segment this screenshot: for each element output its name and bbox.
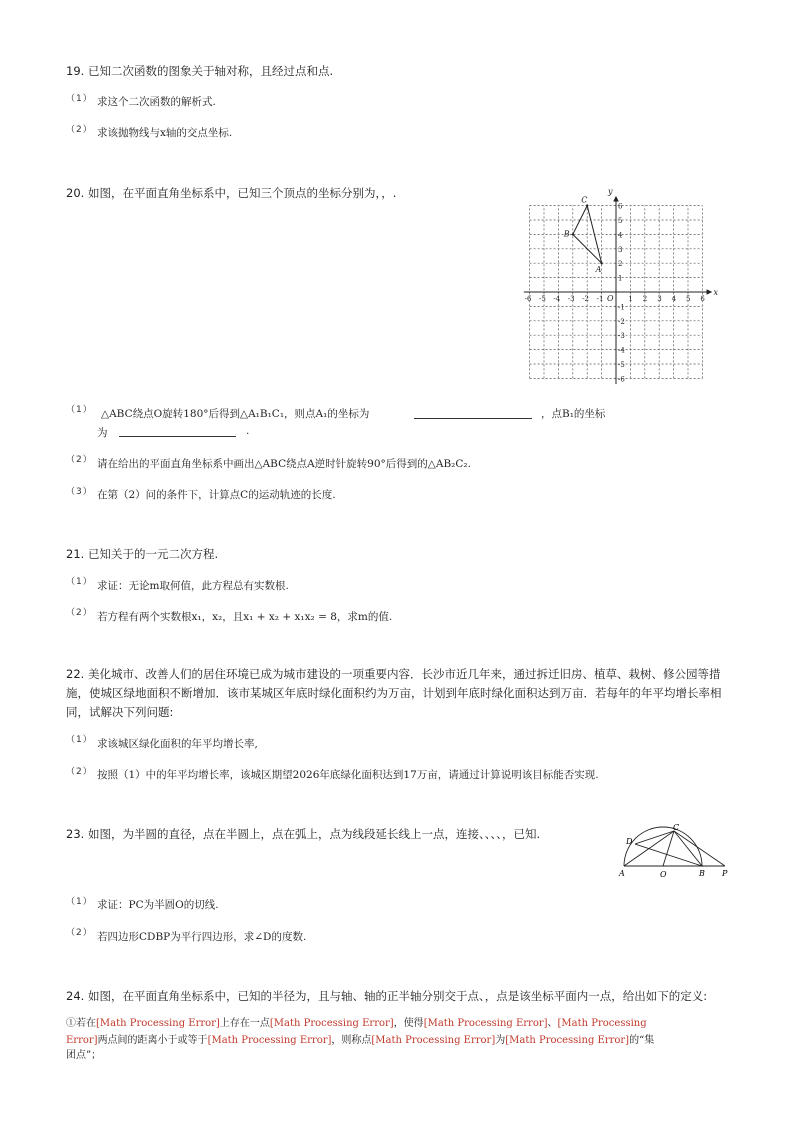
- q24-l2-c: 为: [495, 1035, 506, 1046]
- q22-part2-number: （2）: [66, 767, 93, 777]
- q24-l2-a: 两点间的距离小于或等于: [97, 1035, 208, 1046]
- x-tick-label: 6: [700, 295, 705, 303]
- q20-title: 20. 如图，在平面直角坐标系中，已知三个顶点的坐标分别为，，.: [66, 186, 397, 200]
- math-error-5: [Math Processing Error]: [207, 1035, 332, 1046]
- y-axis-arrow: [614, 197, 618, 201]
- vertex-a: [600, 262, 602, 264]
- q24-l2-d: 的“集: [629, 1035, 655, 1046]
- q24-l1-b: ，使得: [393, 1018, 424, 1029]
- q24-l1-a: 上存在一点: [219, 1018, 270, 1029]
- vertex-c: [586, 204, 588, 206]
- x-tick-label: -1: [596, 295, 604, 303]
- y-tick-label: 6: [618, 202, 623, 211]
- math-error-2: [Math Processing Error]: [269, 1018, 394, 1029]
- q19-part1-text: 求这个二次函数的解析式.: [97, 96, 216, 108]
- q20-part3-text: 在第（2）问的条件下，计算点C的运动轨迹的长度.: [97, 489, 336, 501]
- q22-part1-text: 求该城区绿化面积的年平均增长率,: [97, 738, 258, 750]
- vertex-label-a: A: [595, 265, 602, 275]
- q20-part1-number: （1）: [66, 405, 93, 415]
- q21-part1-number: （1）: [66, 577, 93, 587]
- math-error-4a: [Math Processing: [557, 1018, 647, 1029]
- x-tick-label: 5: [686, 295, 691, 303]
- q23-label-o: O: [660, 870, 667, 879]
- x-tick-label: -5: [539, 295, 546, 303]
- q21-part2-text: 若方程有两个实数根x₁，x₂，且x₁ + x₂ + x₁x₂ = 8，求m的值.: [97, 611, 393, 623]
- q23-semicircle-figure: [614, 822, 736, 880]
- q23-part2-number: （2）: [66, 928, 93, 938]
- q23-label-c: C: [673, 823, 680, 832]
- q24-l1-c: 、: [547, 1018, 558, 1029]
- math-error-7: [Math Processing Error]: [505, 1035, 630, 1046]
- q20-part1-text-c: 为: [97, 427, 108, 439]
- q19-part1-number: （1）: [66, 94, 93, 104]
- q23-label-p: P: [722, 869, 728, 878]
- y-tick-label: -6: [618, 375, 625, 384]
- q20-answer-blank-b1[interactable]: [119, 424, 236, 437]
- q23-title: 23. 如图，为半圆的直径，点在半圆上，点在弧上，点为线段延长线上一点，连接、、、、，已知.: [66, 827, 541, 841]
- q24-title: 24. 如图，在平面直角坐标系中，已知的半径为，且与轴、轴的正半轴分别交于点、，点是该坐标平面内一点，给出如下的定义:: [66, 989, 708, 1003]
- q21-title: 21. 已知关于的一元二次方程.: [66, 547, 219, 561]
- y-tick-label: -5: [618, 361, 625, 369]
- q20-coordinate-grid-figure: [524, 183, 728, 384]
- q19-part2-text: 求该抛物线与x轴的交点坐标.: [97, 127, 233, 139]
- y-tick-label: 5: [618, 217, 623, 225]
- q23-part1-text: 求证：PC为半圆O的切线.: [97, 899, 219, 911]
- q24-l1-pre: ①若在: [66, 1018, 96, 1029]
- y-tick-label: -4: [618, 346, 625, 355]
- q19-part2-number: （2）: [66, 125, 93, 135]
- vertex-label-b: B: [563, 229, 570, 239]
- x-tick-label: 3: [657, 295, 662, 303]
- math-error-6: [Math Processing Error]: [371, 1035, 496, 1046]
- q20-part2-text: 请在给出的平面直角坐标系中画出△ABC绕点A逆时针旋转90°后得到的△AB₂C₂.: [97, 458, 471, 470]
- q20-part1-end: .: [246, 425, 250, 437]
- x-tick-label: 4: [671, 295, 677, 303]
- q20-part2-number: （2）: [66, 455, 93, 465]
- y-axis-label: y: [608, 187, 613, 197]
- math-error-1: [Math Processing Error]: [96, 1018, 220, 1029]
- vertex-b: [572, 233, 574, 235]
- math-error-3: [Math Processing Error]: [423, 1018, 548, 1029]
- y-tick-label: 2: [618, 260, 623, 269]
- q23-label-a: A: [619, 869, 625, 878]
- q22-line-3: 同，试解决下列问题:: [66, 705, 174, 719]
- x-tick-label: 1: [628, 295, 633, 303]
- y-tick-label: -1: [618, 303, 625, 312]
- x-tick-label: -6: [524, 295, 532, 303]
- x-axis-arrow: [707, 290, 711, 294]
- q20-part3-number: （3）: [66, 487, 93, 497]
- q23-part2-text: 若四边形CDBP为平行四边形，求∠D的度数.: [97, 931, 307, 943]
- q20-part1-text-a: △ABC绕点O旋转180°后得到△A₁B₁C₁，则点A₁的坐标为: [101, 408, 370, 420]
- y-tick-label: 3: [618, 245, 623, 254]
- math-error-4b: Error]: [66, 1035, 98, 1046]
- y-tick-label: -3: [618, 332, 625, 341]
- vertex-label-c: C: [581, 195, 588, 205]
- q19-title: 19. 已知二次函数的图象关于轴对称，且经过点和点.: [66, 64, 334, 78]
- q23-label-d: D: [626, 837, 633, 846]
- q24-definition-line-2: [66, 1028, 736, 1047]
- q24-definition-line-3: 团点”；: [66, 1050, 102, 1061]
- q22-part1-number: （1）: [66, 735, 93, 745]
- x-tick-label: -4: [553, 295, 561, 303]
- x-tick-label: -2: [582, 295, 590, 303]
- q21-part2-number: （2）: [66, 608, 93, 618]
- y-tick-label: -2: [618, 317, 625, 326]
- q20-part1-text-b: ，点B₁的坐标: [541, 408, 606, 420]
- q21-part1-text: 求证：无论m取何值，此方程总有实数根.: [97, 580, 289, 592]
- q22-part2-text: 按照（1）中的年平均增长率，该城区期望2026年底绿化面积达到17万亩，请通过计算说明该目标能否实现.: [97, 769, 599, 781]
- q24-l2-b: ，则称点: [331, 1035, 372, 1046]
- y-tick-label: 4: [618, 231, 623, 240]
- x-axis-label: x: [713, 288, 718, 297]
- q20-answer-blank-a1[interactable]: [414, 406, 532, 419]
- q22-line-1: 22. 美化城市、改善人们的居住环境已成为城市建设的一项重要内容．长沙市近几年来，通过拆迁旧房、植草、栽树、修公园等措: [66, 667, 721, 681]
- x-tick-label: -3: [567, 295, 575, 303]
- q23-label-b: B: [699, 869, 705, 878]
- x-tick-label: 2: [642, 295, 648, 303]
- q23-part1-number: （1）: [66, 897, 93, 907]
- origin-label: O: [607, 294, 614, 303]
- y-tick-label: 1: [618, 274, 623, 283]
- q22-line-2: 施，使城区绿地面积不断增加．该市某城区年底时绿化面积约为万亩，计划到年底时绿化面积达到万亩．若每年的年平均增长率相: [66, 686, 722, 700]
